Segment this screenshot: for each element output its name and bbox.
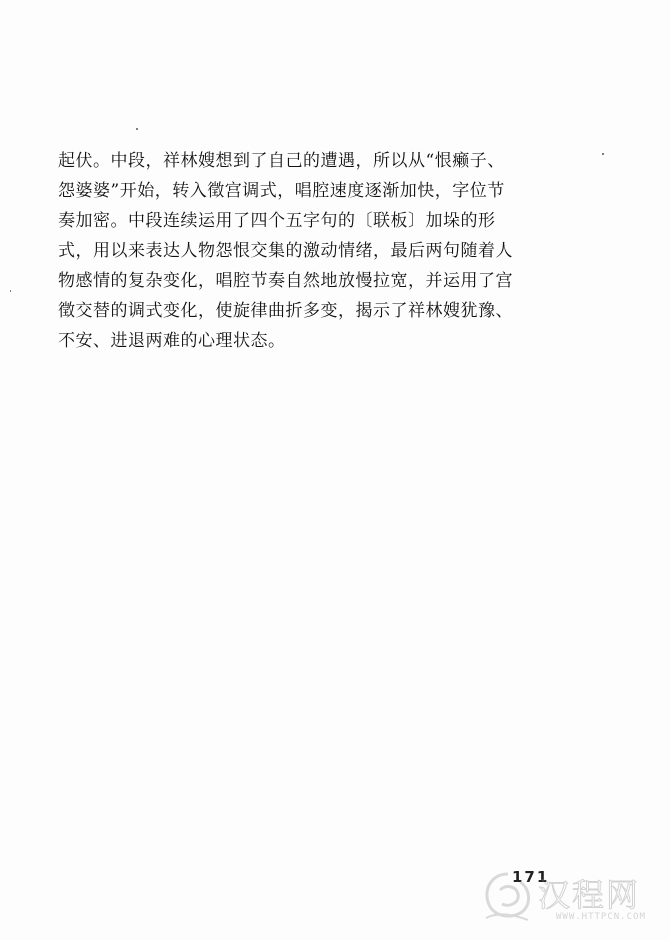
scan-speck xyxy=(602,153,604,155)
text-line: 徵交替的调式变化，使旋律曲折多变，揭示了祥林嫂犹豫、 xyxy=(58,301,513,321)
watermark-url: WWW.HTTPCN.COM xyxy=(556,912,646,922)
text-line: 起伏。中段，祥林嫂想到了自己的遭遇，所以从“恨癞子、 xyxy=(58,151,505,171)
page-number: 171 xyxy=(512,868,550,886)
text-line: 式，用以来表达人物怨恨交集的激动情绪，最后两句随着人 xyxy=(58,241,513,261)
scan-speck xyxy=(136,128,138,130)
body-paragraph xyxy=(58,146,558,356)
text-line: 物感情的复杂变化，唱腔节奏自然地放慢拉宽，并运用了宫 xyxy=(58,271,513,291)
text-line: 不安、进退两难的心理状态。 xyxy=(58,331,286,351)
watermark-logo-icon xyxy=(478,868,538,924)
watermark-text: 汉程网 xyxy=(538,876,641,914)
text-line: 怨婆婆”开始，转入徵宫调式，唱腔速度逐渐加快，字位节 xyxy=(58,181,505,201)
scan-speck xyxy=(10,290,11,292)
text-line: 奏加密。中段连续运用了四个五字句的〔联板〕加垛的形 xyxy=(58,211,496,231)
watermark xyxy=(478,860,663,930)
